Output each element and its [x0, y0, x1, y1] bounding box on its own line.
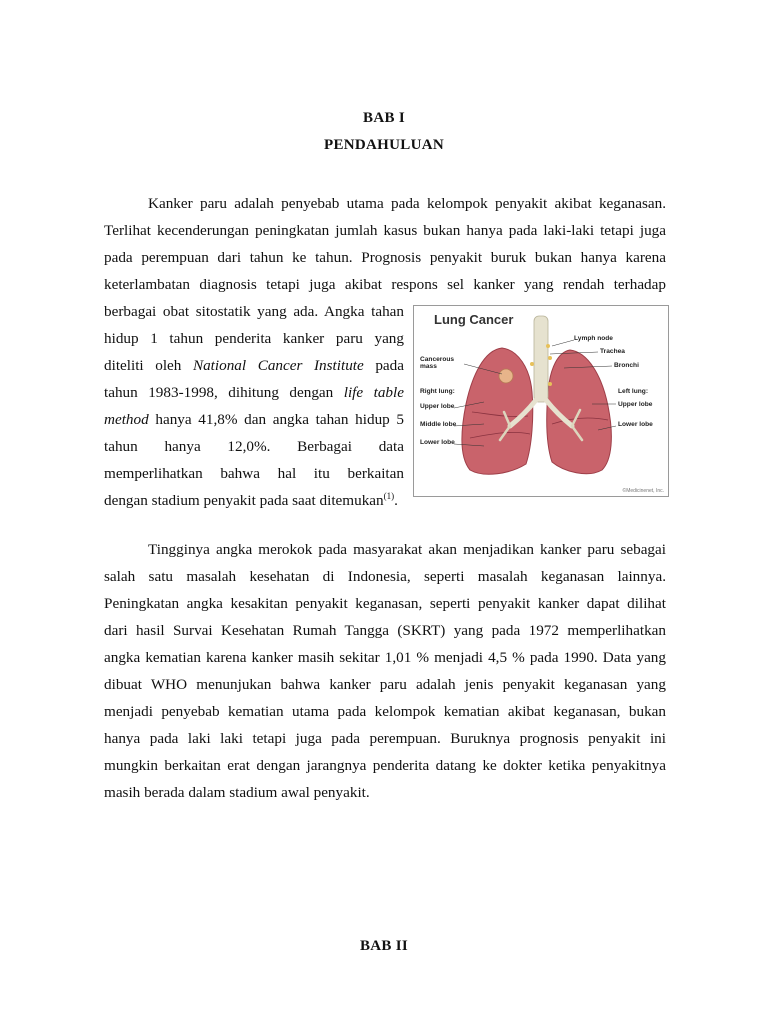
text-run: pada [363, 357, 404, 374]
pointer-line [552, 340, 574, 346]
figure-credit: ©Medicinenet, Inc. [622, 488, 664, 494]
paragraph-1-wrapped-text [104, 298, 404, 514]
label-right-lung: Right lung: [420, 388, 455, 395]
figure-title: Lung Cancer [434, 312, 514, 327]
lymph-node-shape [530, 362, 534, 366]
text-run: dengan stadium penyakit pada saat ditemukan [104, 492, 384, 509]
lung-cancer-figure [413, 305, 669, 497]
right-lung-shape [462, 348, 533, 474]
paragraph-line: dibuat WHO menunjukan bahwa kanker paru adalah jenis penyakit keganasan yang [104, 676, 666, 693]
label-lower-lobe-left: Lower lobe [618, 421, 653, 428]
paragraph-line [104, 352, 404, 379]
paragraph-line: angka kematian karena kanker masih sekitar 1,01 % menjadi 4,5 % pada 1990. Data yang [104, 649, 666, 666]
text-run: diteliti oleh [104, 357, 193, 374]
paragraph-2 [104, 536, 666, 806]
chapter-title: PENDAHULUAN [324, 137, 444, 153]
paragraph-line [104, 487, 404, 514]
paragraph-line: Terlihat kecenderungan peningkatan jumlah kasus bukan hanya pada laki-laki tetapi juga [104, 222, 666, 239]
paragraph-line: memperlihatkan bahwa hal itu berkaitan [104, 465, 404, 482]
label-cancerous-mass-2: mass [420, 363, 437, 370]
italic-term: National Cancer Institute [192, 357, 364, 374]
italic-term: method [104, 411, 149, 428]
paragraph-line [104, 379, 404, 406]
text-run: tahun 1983-1998, dihitung dengan [104, 384, 344, 401]
paragraph-line: keterlambatan diagnosis tetapi juga akibat respons sel kanker yang rendah terhadap [104, 276, 666, 293]
citation-superscript: (1) [383, 490, 395, 501]
italic-term: life table [343, 384, 404, 401]
label-lower-lobe-right: Lower lobe [420, 439, 455, 446]
paragraph-line: hidup 1 tahun penderita kanker paru yang [104, 330, 404, 347]
paragraph-line: menjadi penyebab kematian utama pada kelompok kematian akibat keganasan, bukan [104, 703, 666, 720]
trachea-shape [534, 316, 548, 402]
paragraph-line: masih berada dalam stadium awal penyakit. [104, 784, 370, 801]
paragraph-line: tahun hanya 12,0%. Berbagai data [104, 438, 404, 455]
label-trachea: Trachea [600, 348, 625, 355]
label-left-lung: Left lung: [618, 388, 649, 395]
text-run: hanya 41,8% dan angka tahan hidup 5 [148, 411, 404, 428]
next-chapter-heading: BAB II [359, 938, 409, 954]
label-middle-lobe: Middle lobe [420, 421, 457, 428]
label-upper-lobe-right: Upper lobe [420, 403, 455, 410]
text-run: . [394, 492, 398, 509]
lymph-node-shape [548, 382, 552, 386]
paragraph-line [104, 406, 404, 433]
label-bronchi: Bronchi [614, 362, 639, 369]
label-upper-lobe-left: Upper lobe [618, 401, 653, 408]
paragraph-line: Tingginya angka merokok pada masyarakat akan menjadikan kanker paru sebagai [148, 541, 666, 558]
paragraph-1 [104, 190, 666, 298]
chapter-heading: BAB I [363, 110, 405, 126]
label-lymph-node: Lymph node [574, 335, 613, 342]
paragraph-line: dari hasil Survai Kesehatan Rumah Tangga (SKRT) yang pada 1972 memperlihatkan [104, 622, 666, 639]
paragraph-line: Kanker paru adalah penyebab utama pada kelompok penyakit akibat keganasan. [148, 195, 666, 212]
lymph-node-shape [546, 344, 550, 348]
paragraph-line: pada perempuan dari tahun ke tahun. Prognosis penyakit buruk bukan hanya karena [104, 249, 666, 266]
paragraph-line: mungkin berkaitan erat dengan jarangnya penderita datang ke dokter ketika penyakitnya [104, 757, 666, 774]
paragraph-line: hanya pada laki laki tetapi juga pada perempuan. Buruknya prognosis penyakit ini [104, 730, 666, 747]
paragraph-line: salah satu masalah kesehatan di Indonesia, seperti masalah keganasan lainnya. [104, 568, 666, 585]
paragraph-line: Peningkatan angka kesakitan penyakit keganasan, seperti penyakit kanker dapat dilihat [104, 595, 666, 612]
label-cancerous-mass-1: Cancerous [420, 356, 455, 363]
paragraph-line: berbagai obat sitostatik yang ada. Angka tahan [104, 303, 404, 320]
cancerous-mass-shape [499, 369, 513, 383]
lymph-node-shape [548, 356, 552, 360]
